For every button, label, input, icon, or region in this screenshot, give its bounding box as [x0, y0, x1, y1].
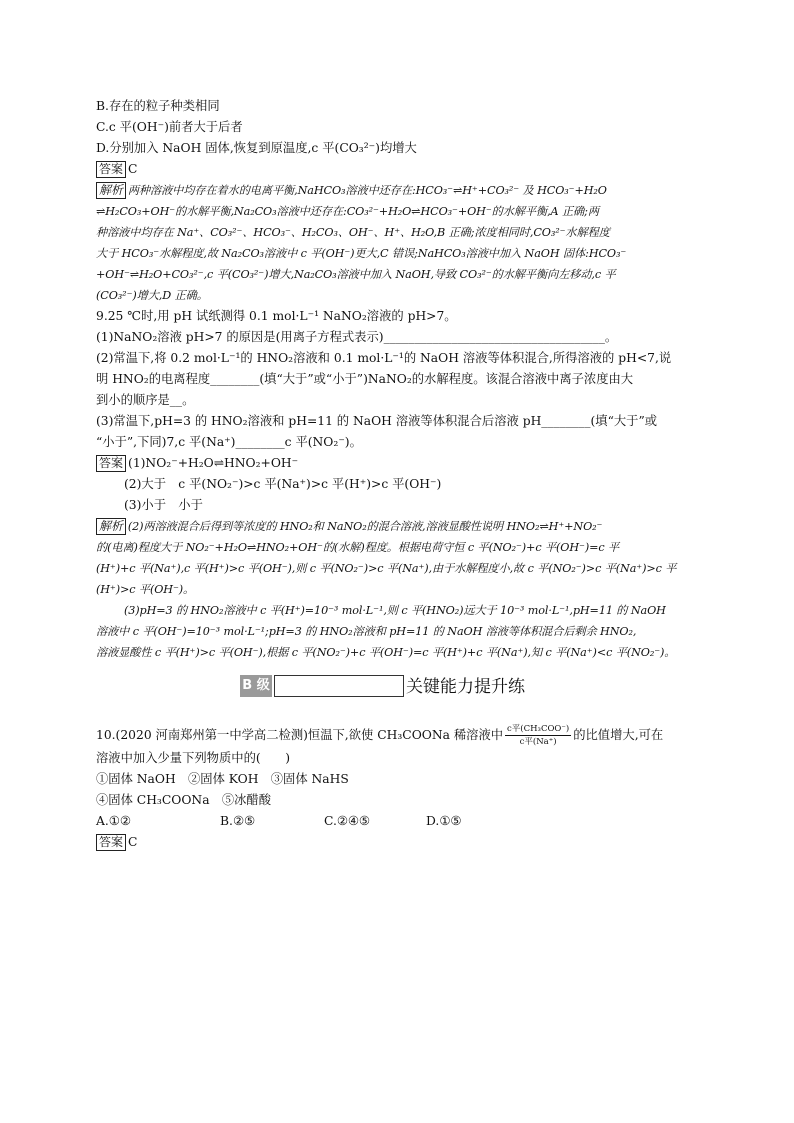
q9-stem: 9.25 ℃时,用 pH 试纸测得 0.1 mol·L⁻¹ NaNO₂溶液的 pH>7。: [96, 309, 457, 323]
q10-choices: [96, 811, 700, 832]
q9-answer: 答案 (1)NO₂⁻+H₂O⇌HNO₂+OH⁻: [96, 453, 700, 474]
q9-analysis-line: (H⁺)>c 平(OH⁻)。: [96, 583, 195, 596]
section-bar: [274, 675, 404, 697]
q9-answer-line: (3)小于 小于: [124, 498, 203, 512]
q9-analysis-line: 溶液中 c 平(OH⁻)=10⁻³ mol·L⁻¹;pH=3 的 HNO₂溶液和 pH=11 的 NaOH 溶液等体积混合后剩余 HNO₂,: [96, 625, 637, 638]
q9-part: 明 HNO₂的电离程度________(填“大于”或“小于”)NaNO₂的水解程度。该混合溶液中离子浓度由大: [96, 372, 634, 386]
choice-c: C.②④⑤: [324, 814, 370, 828]
q10-stem: 10.(2020 河南郑州第一中学高二检测)恒温下,欲使 CH₃COONa 稀溶液中 $\frac{\text{c平(CH₃COO⁻)}}{\text{c平(Na⁺)}}$ 的比值增大,可在: [96, 724, 664, 747]
analysis-label: 解析: [96, 518, 126, 535]
q10-answer: 答案 C: [96, 832, 700, 853]
q8-analysis-line: 解析 两种溶液中均存在着水的电离平衡,NaHCO₃溶液中还存在:HCO₃⁻⇌H⁺+CO₃²⁻ 及 HCO₃⁻+H₂O: [96, 180, 700, 201]
q10-options: ①固体 NaOH ②固体 KOH ③固体 NaHS: [96, 772, 349, 786]
q9-analysis-line: 的(电离)程度大于 NO₂⁻+H₂O⇌HNO₂+OH⁻的(水解)程度。根据电荷守恒 c 平(NO₂⁻)+c 平(OH⁻)=c 平: [96, 541, 620, 554]
section-header: [96, 671, 700, 711]
q9-analysis-line: (H⁺)+c 平(Na⁺),c 平(H⁺)>c 平(OH⁻),则 c 平(NO₂⁻)>c 平(Na⁺),由于水解程度小,故 c 平(NO₂⁻)>c 平(Na⁺)>c 平: [96, 562, 677, 575]
q9-part: 到小的顺序是__。: [96, 393, 195, 407]
q8-analysis-line: +OH⁻⇌H₂O+CO₃²⁻,c 平(CO₃²⁻)增大,Na₂CO₃溶液中加入 NaOH,导致 CO₃²⁻的水解平衡向左移动,c 平: [96, 268, 616, 281]
answer-label: 答案: [96, 161, 126, 178]
q10-stem-line2: 溶液中加入少量下列物质中的( ): [96, 751, 291, 765]
option-d: D.分别加入 NaOH 固体,恢复到原温度,c 平(CO₃²⁻)均增大: [96, 141, 417, 155]
analysis-label: 解析: [96, 182, 126, 199]
q8-analysis-line: ⇌H₂CO₃+OH⁻的水解平衡,Na₂CO₃溶液中还存在:CO₃²⁻+H₂O⇌HCO₃⁻+OH⁻的水解平衡,A 正确;两: [96, 205, 599, 218]
q9-part: (1)NaNO₂溶液 pH>7 的原因是(用离子方程式表示)____________________________________。: [96, 330, 618, 344]
document-page: [96, 96, 700, 853]
q9-part: (2)常温下,将 0.2 mol·L⁻¹的 HNO₂溶液和 0.1 mol·L⁻¹的 NaOH 溶液等体积混合,所得溶液的 pH<7,说: [96, 351, 672, 365]
q8-analysis-line: (CO₃²⁻)增大,D 正确。: [96, 289, 208, 302]
choice-d: D.①⑤: [426, 814, 462, 828]
answer-label: 答案: [96, 834, 126, 851]
choice-a: A.①②: [96, 814, 131, 828]
answer-label: 答案: [96, 455, 126, 472]
choice-b: B.②⑤: [220, 814, 255, 828]
q9-part: “小于”,下同)7,c 平(Na⁺)________c 平(NO₂⁻)。: [96, 435, 362, 449]
q9-analysis-line: (3)pH=3 的 HNO₂溶液中 c 平(H⁺)=10⁻³ mol·L⁻¹,则 c 平(HNO₂)远大于 10⁻³ mol·L⁻¹,pH=11 的 NaOH: [124, 604, 666, 617]
section-title: 关键能力提升练: [406, 677, 525, 697]
option-c: C.c 平(OH⁻)前者大于后者: [96, 120, 243, 134]
ratio-fraction: $\frac{\text{c平(CH₃COO⁻)}}{\text{c平(Na⁺)}}$: [507, 724, 570, 747]
q8-analysis-line: 大于 HCO₃⁻水解程度,故 Na₂CO₃溶液中 c 平(OH⁻)更大,C 错误;NaHCO₃溶液中加入 NaOH 固体:HCO₃⁻: [96, 247, 627, 260]
q8-answer: 答案 C: [96, 159, 700, 180]
option-b: B.存在的粒子种类相同: [96, 99, 220, 113]
q9-analysis-line: 溶液显酸性 c 平(H⁺)>c 平(OH⁻),根据 c 平(NO₂⁻)+c 平(OH⁻)=c 平(H⁺)+c 平(Na⁺),知 c 平(Na⁺)<c 平(NO₂⁻)。: [96, 646, 676, 659]
q8-analysis-line: 种溶液中均存在 Na⁺、CO₃²⁻、HCO₃⁻、H₂CO₃、OH⁻、H⁺、H₂O,B 正确;浓度相同时,CO₃²⁻水解程度: [96, 226, 610, 239]
q10-options: ④固体 CH₃COONa ⑤冰醋酸: [96, 793, 272, 807]
q9-answer-line: (2)大于 c 平(NO₂⁻)>c 平(Na⁺)>c 平(H⁺)>c 平(OH⁻): [124, 477, 442, 491]
q9-part: (3)常温下,pH=3 的 HNO₂溶液和 pH=11 的 NaOH 溶液等体积混合后溶液 pH________(填“大于”或: [96, 414, 658, 428]
section-label: B 级: [240, 675, 272, 697]
q9-analysis-line: 解析 (2)两溶液混合后得到等浓度的 HNO₂和 NaNO₂的混合溶液,溶液显酸性说明 HNO₂⇌H⁺+NO₂⁻: [96, 516, 700, 537]
